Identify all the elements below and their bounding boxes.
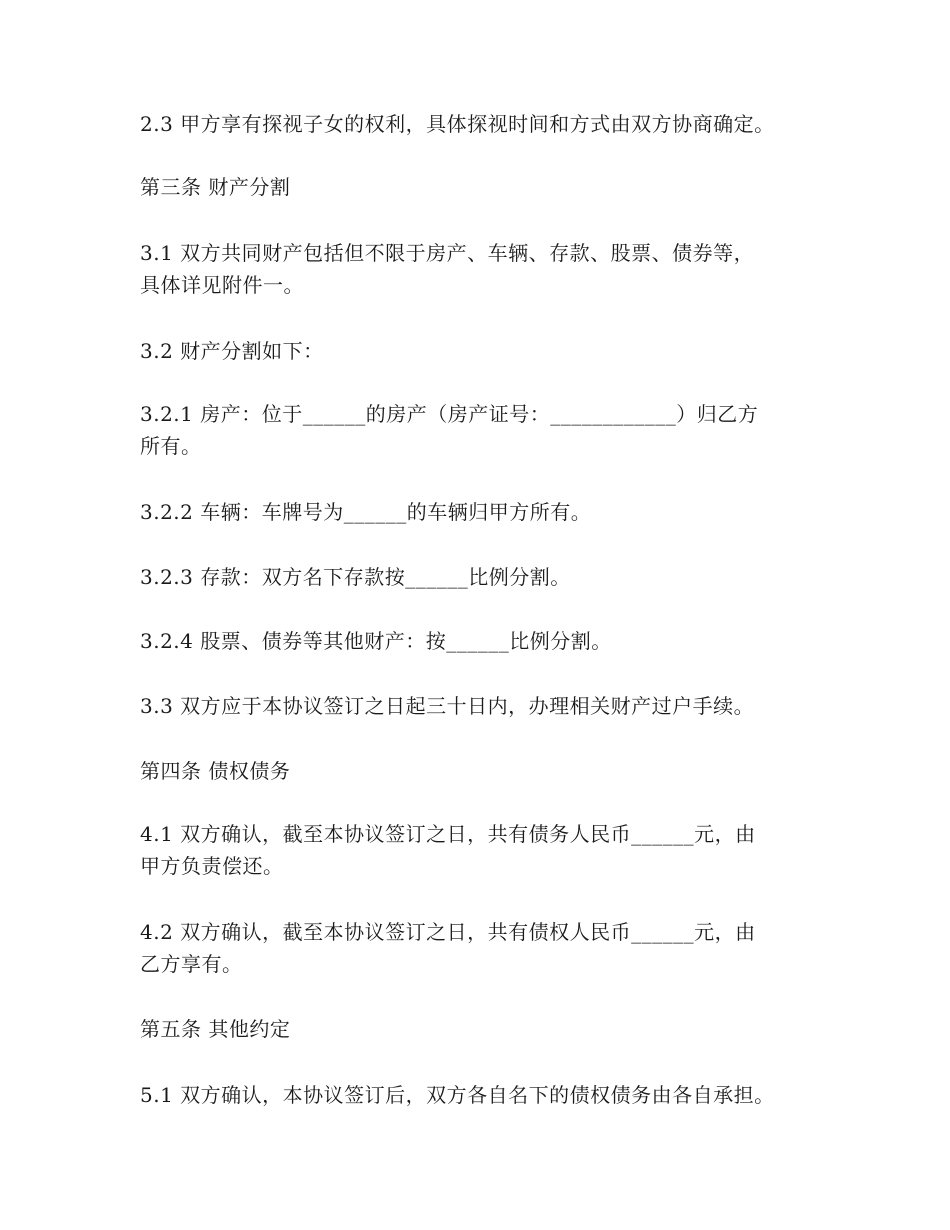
clause-2-3: [140, 108, 840, 140]
clause-3-2: [140, 335, 840, 367]
clause-3-2-2: [140, 496, 840, 528]
text-line: 3.2.4 股票、债券等其他财产：按______比例分割。: [140, 629, 612, 653]
text-line: 5.1 双方确认，本协议签订后，双方各自名下的债权债务由各自承担。: [140, 1083, 775, 1107]
clause-3-1: [140, 237, 840, 301]
clause-5-1: [140, 1079, 840, 1111]
text-line: 3.2.1 房产：位于______的房产（房产证号：____________）归乙方: [140, 402, 759, 426]
clause-3-2-1: [140, 398, 840, 462]
clause-3-3: [140, 690, 840, 722]
clause-3-2-3: [140, 561, 840, 593]
text-line: 4.2 双方确认，截至本协议签订之日，共有债权人民币______元，由: [140, 920, 756, 944]
clause-4-1: [140, 818, 840, 882]
article-5-heading: [140, 1013, 840, 1045]
article-4-heading: [140, 755, 840, 787]
text-line: 具体详见附件一。: [140, 273, 304, 297]
article-3-heading: [140, 171, 840, 203]
text-line: 4.1 双方确认，截至本协议签订之日，共有债务人民币______元，由: [140, 822, 756, 846]
text-line: 所有。: [140, 434, 202, 458]
clause-4-2: [140, 916, 840, 980]
text-line: 3.1 双方共同财产包括但不限于房产、车辆、存款、股票、债券等，: [140, 241, 755, 265]
text-line: 3.3 双方应于本协议签订之日起三十日内，办理相关财产过户手续。: [140, 694, 755, 718]
text-line: 3.2 财产分割如下：: [140, 339, 324, 363]
text-line: 3.2.3 存款：双方名下存款按______比例分割。: [140, 565, 571, 589]
text-line: 第四条 债权债务: [140, 759, 291, 783]
text-line: 乙方享有。: [140, 952, 243, 976]
text-line: 甲方负责偿还。: [140, 854, 284, 878]
text-line: 3.2.2 车辆：车牌号为______的车辆归甲方所有。: [140, 500, 592, 524]
text-line: 第三条 财产分割: [140, 175, 291, 199]
clause-3-2-4: [140, 625, 840, 657]
text-line: 2.3 甲方享有探视子女的权利，具体探视时间和方式由双方协商确定。: [140, 112, 775, 136]
text-line: 第五条 其他约定: [140, 1017, 291, 1041]
